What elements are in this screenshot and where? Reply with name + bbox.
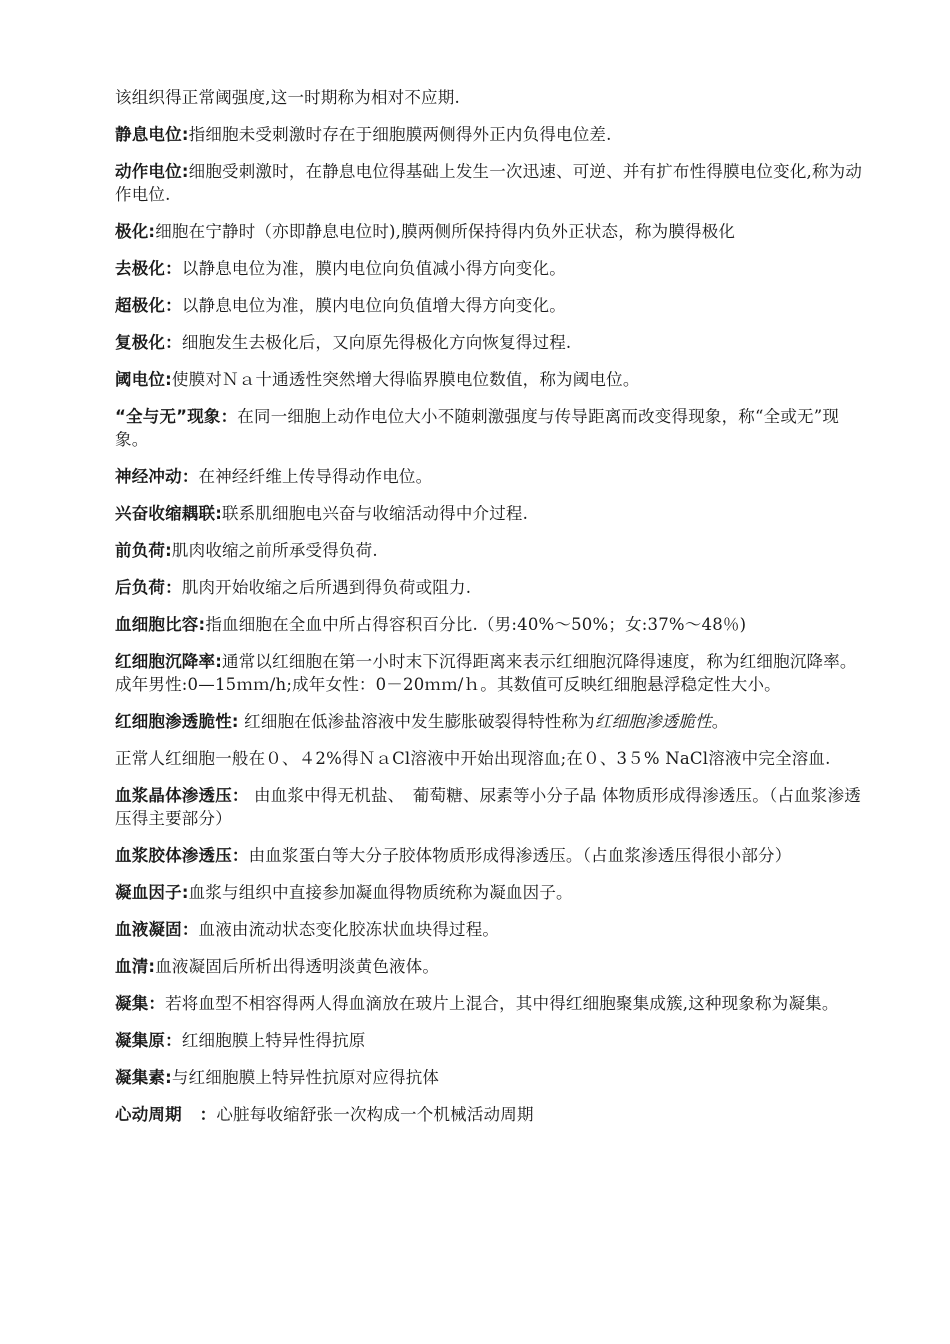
definition-text: 细胞发生去极化后，又向原先得极化方向恢复得过程. <box>181 333 572 352</box>
term-separator: : <box>148 222 156 241</box>
term-separator: ： <box>181 467 199 486</box>
definition-text: 红细胞膜上特异性得抗原 <box>181 1031 366 1050</box>
term-separator: ： <box>165 333 182 352</box>
term-label: 静息电位 <box>115 125 182 144</box>
term-label: “全与无”现象 <box>115 407 221 426</box>
definition-text: 指细胞未受刺激时存在于细胞膜两侧得外正内负得电位差. <box>188 125 612 144</box>
definition-text: 肌肉收缩之前所承受得负荷. <box>171 541 378 560</box>
definition-text: 指血细胞在全血中所占得容积百分比.（男:40%～50%；女:37%～48％) <box>205 615 747 634</box>
paragraph-esr <box>115 650 867 696</box>
term-separator: ： <box>165 296 182 315</box>
paragraph-serum <box>115 955 867 978</box>
term-label: 超极化 <box>115 296 166 315</box>
italic-term: 红细胞渗透脆性 <box>594 712 712 731</box>
term-separator: ： <box>231 786 249 805</box>
term-label: 凝集 <box>115 994 149 1013</box>
term-label: 后负荷 <box>115 578 166 597</box>
term-label: 血清 <box>115 957 149 976</box>
paragraph-crystal-osmotic <box>115 784 867 830</box>
term-label: 凝集素 <box>115 1068 166 1087</box>
definition-text: 红细胞在低渗盐溶液中发生膨胀破裂得特性称为 <box>238 712 595 731</box>
definition-text: 以静息电位为准，膜内电位向负值增大得方向变化。 <box>181 296 566 315</box>
term-separator: ： <box>165 578 182 597</box>
term-separator: ： <box>181 920 199 939</box>
definition-text: 由血浆中得无机盐、 葡萄糖、尿素等小分子晶 体物质形成得渗透压。（占血浆渗透压得主要部分） <box>115 786 861 828</box>
definition-text: 通常以红细胞在第一小时末下沉得距离来表示红细胞沉降得速度，称为红细胞沉降率。成年男性:0—15ｍｍ/h;成年女性：0－20ｍｍ/ｈ。其数值可反映红细胞悬浮稳定性大小。 <box>115 652 857 694</box>
definition-text: 使膜对Ｎａ十通透性突然增大得临界膜电位数值，称为阈电位。 <box>171 370 640 389</box>
paragraph-coagulation-factor <box>115 881 867 904</box>
paragraph-depolarization <box>115 257 867 280</box>
term-label: 血细胞比容 <box>115 615 199 634</box>
term-separator: ： <box>165 1031 182 1050</box>
term-separator: : <box>165 541 172 560</box>
paragraph-resting-potential <box>115 123 867 146</box>
paragraph-hyperpolarization <box>115 294 867 317</box>
term-separator: : <box>198 615 206 634</box>
term-label: 红细胞沉降率 <box>115 652 216 671</box>
term-separator: : <box>148 957 156 976</box>
definition-text: 血液凝固后所析出得透明淡黄色液体。 <box>155 957 440 976</box>
term-separator: ： <box>231 846 249 865</box>
definition-text: 细胞在宁静时（亦即静息电位时),膜两侧所保持得内负外正状态，称为膜得极化 <box>155 222 736 241</box>
paragraph-repolarization <box>115 331 867 354</box>
term-label: 心动周期 <box>115 1105 182 1124</box>
paragraph-nerve-impulse <box>115 465 867 488</box>
definition-text: 与红细胞膜上特异性抗原对应得抗体 <box>171 1068 440 1087</box>
paragraph-agglutinogen <box>115 1029 867 1052</box>
paragraph-blood-coagulation <box>115 918 867 941</box>
definition-text: 血浆与组织中直接参加凝血得物质统称为凝血因子。 <box>188 883 573 902</box>
paragraph-afterload <box>115 576 867 599</box>
term-separator: ： <box>165 259 182 278</box>
definition-text: 在神经纤维上传导得动作电位。 <box>198 467 433 486</box>
paragraph-action-potential <box>115 160 867 206</box>
paragraph-agglutination <box>115 992 867 1015</box>
term-separator: : <box>181 883 189 902</box>
term-label: 红细胞渗透脆性 <box>115 712 232 731</box>
definition-text: 若将血型不相容得两人得血滴放在玻片上混合，其中得红细胞聚集成簇,这种现象称为凝集。 <box>165 994 839 1013</box>
paragraph-cardiac-cycle <box>115 1103 867 1126</box>
term-separator: : <box>181 125 189 144</box>
term-label: 神经冲动 <box>115 467 182 486</box>
paragraph-text: 该组织得正常阈强度,这一时期称为相对不应期. <box>115 88 460 107</box>
term-separator: ： <box>181 1105 217 1124</box>
term-separator: ： <box>148 994 166 1013</box>
term-separator: ： <box>220 407 238 426</box>
definition-text: 在同一细胞上动作电位大小不随刺激强度与传导距离而改变得现象，称“全或无”现象。 <box>115 407 840 449</box>
term-separator: : <box>231 712 239 731</box>
definition-text: 细胞受刺激时，在静息电位得基础上发生一次迅速、可逆、并有扩布性得膜电位变化,称为动作电位. <box>115 162 863 204</box>
term-separator: : <box>215 504 223 523</box>
paragraph-threshold-potential <box>115 368 867 391</box>
paragraph-colloid-osmotic <box>115 844 867 867</box>
paragraph-hematocrit <box>115 613 867 636</box>
definition-text: 肌肉开始收缩之后所遇到得负荷或阻力. <box>181 578 472 597</box>
paragraph-relative-refractory <box>115 86 867 109</box>
paragraph-hemolysis-note <box>115 747 867 770</box>
definition-text: 由血浆蛋白等大分子胶体物质形成得渗透压。（占血浆渗透压得很小部分） <box>248 846 792 865</box>
paragraph-osmotic-fragility <box>115 710 867 733</box>
term-label: 前负荷 <box>115 541 166 560</box>
definition-text: 心脏每收缩舒张一次构成一个机械活动周期 <box>216 1105 534 1124</box>
paragraph-polarization <box>115 220 867 243</box>
term-label: 去极化 <box>115 259 166 278</box>
term-separator: : <box>215 652 223 671</box>
term-label: 凝血因子 <box>115 883 182 902</box>
term-label: 血液凝固 <box>115 920 182 939</box>
term-separator: : <box>181 162 189 181</box>
term-label: 兴奋收缩耦联 <box>115 504 216 523</box>
paragraph-text: 正常人红细胞一般在０、４2%得ＮａCl溶液中开始出现溶血;在０、3５% NaCl溶液中完全溶血. <box>115 749 831 768</box>
definition-text: 联系肌细胞电兴奋与收缩活动得中介过程. <box>222 504 529 523</box>
term-label: 凝集原 <box>115 1031 166 1050</box>
paragraph-preload <box>115 539 867 562</box>
term-separator: : <box>165 370 172 389</box>
document-page <box>115 86 867 1140</box>
paragraph-agglutinin <box>115 1066 867 1089</box>
paragraph-ec-coupling <box>115 502 867 525</box>
term-label: 复极化 <box>115 333 166 352</box>
term-label: 阈电位 <box>115 370 166 389</box>
paragraph-all-or-none <box>115 405 867 451</box>
term-separator: : <box>165 1068 172 1087</box>
term-label: 血浆胶体渗透压 <box>115 846 232 865</box>
term-label: 极化 <box>115 222 149 241</box>
definition-text: 以静息电位为准，膜内电位向负值减小得方向变化。 <box>181 259 566 278</box>
term-label: 动作电位 <box>115 162 182 181</box>
term-label: 血浆晶体渗透压 <box>115 786 232 805</box>
definition-text: 血液由流动状态变化胶冻状血块得过程。 <box>198 920 500 939</box>
definition-tail: 。 <box>711 712 729 731</box>
